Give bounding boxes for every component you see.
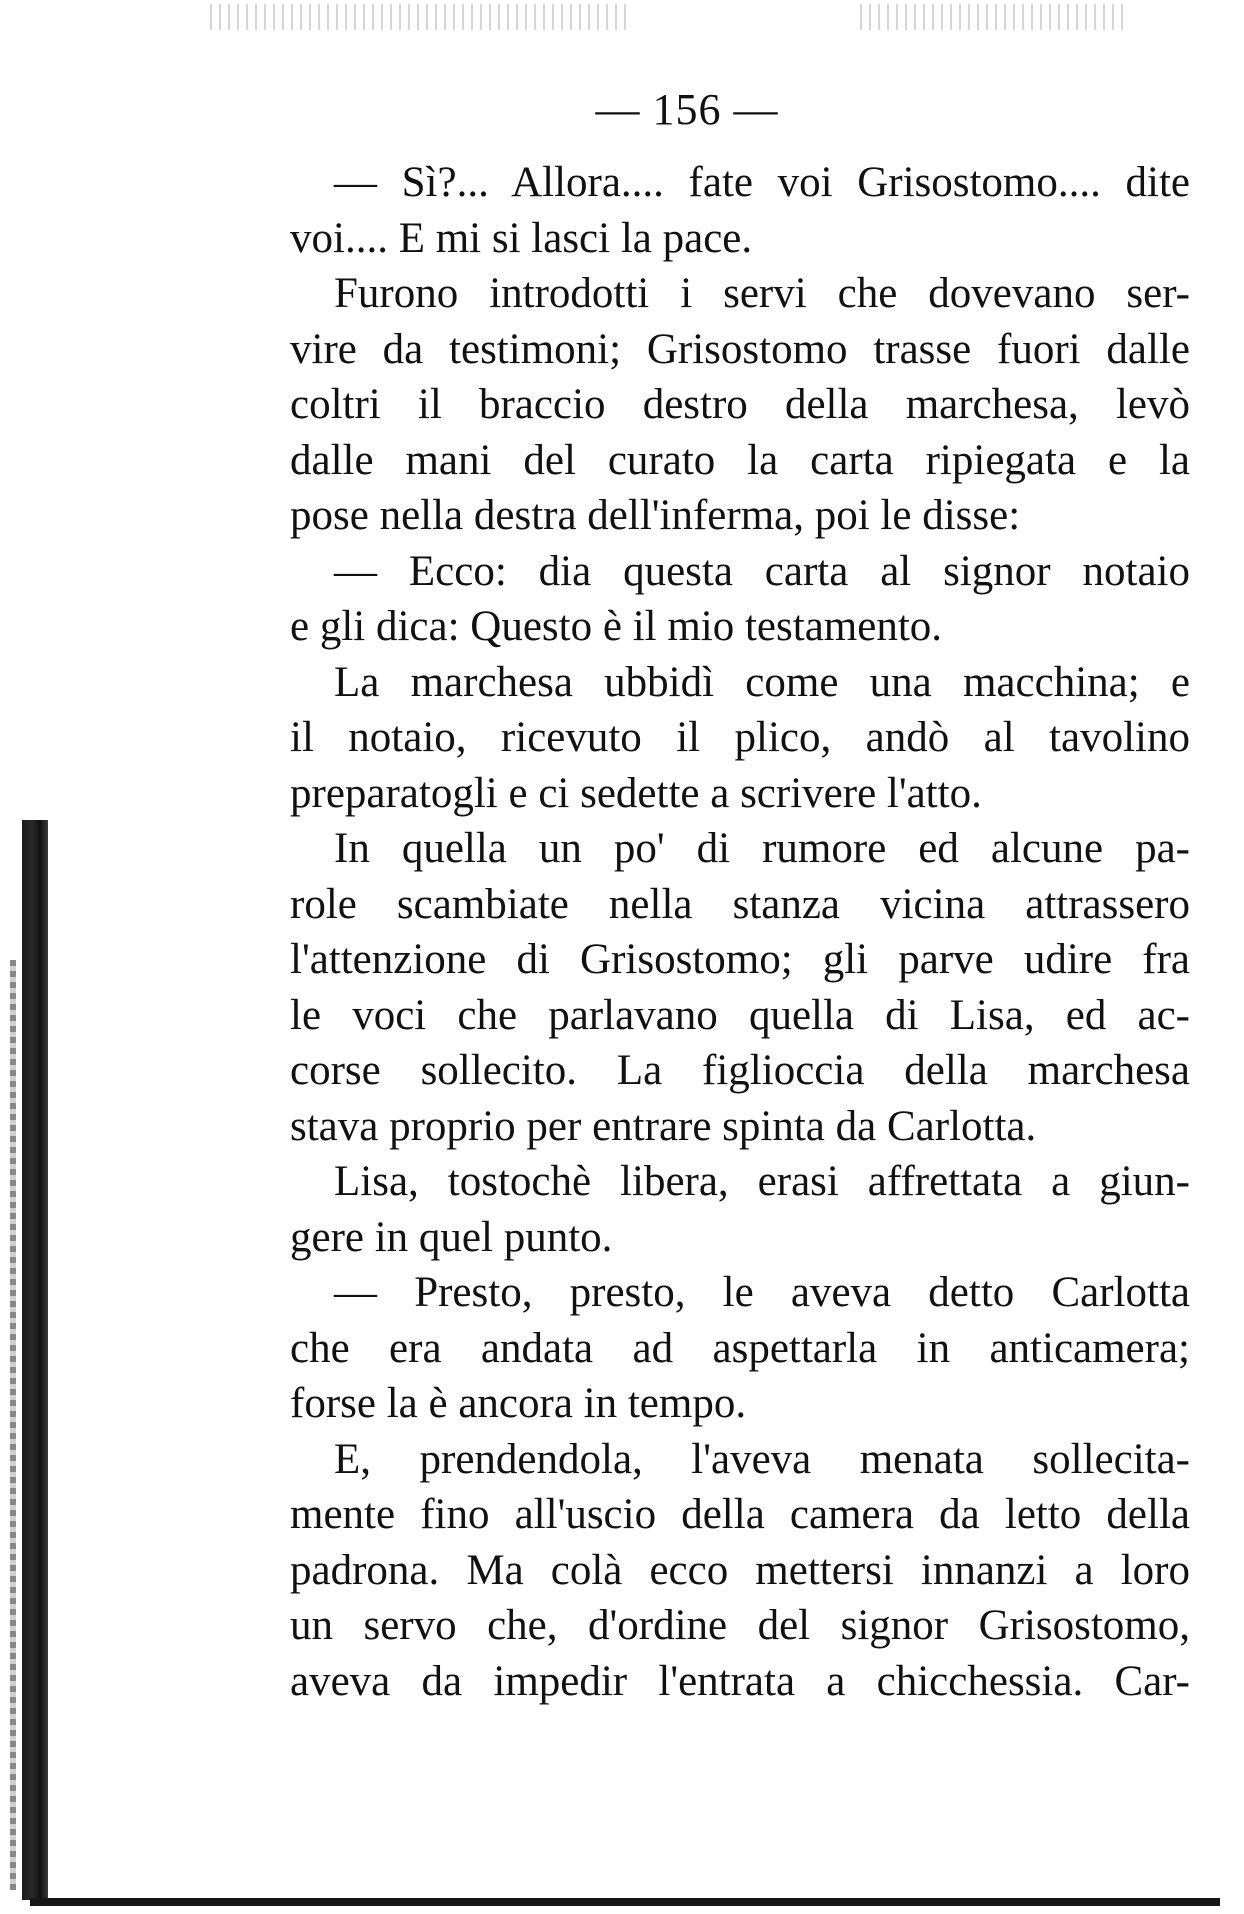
- text-line: gere in quel punto.: [290, 1213, 613, 1261]
- text-line: l'attenzione di Grisostomo; gli parve udire fra: [290, 936, 1190, 983]
- text-line: pose nella destra dell'inferma, poi le disse:: [290, 492, 1021, 539]
- text-line: La marchesa ubbidì come una macchina; e: [334, 658, 1190, 706]
- text-line: — Sì?... Allora.... fate voi Grisostomo.... dite: [334, 159, 1190, 206]
- scan-noise-top-right: [860, 4, 1130, 30]
- scan-noise-top-left: [210, 4, 630, 30]
- text-line: E, prendendola, l'aveva menata sollecita-: [334, 1435, 1190, 1483]
- body-text: [290, 155, 1190, 1709]
- bottom-edge: [30, 1898, 1220, 1906]
- text-line: padrona. Ma colà ecco mettersi innanzi a loro: [290, 1546, 1190, 1594]
- text-line: forse la è ancora in tempo.: [290, 1380, 747, 1427]
- text-line: mente fino all'uscio della camera da letto della: [290, 1491, 1190, 1538]
- text-line: Furono introdotti i servi che dovevano ser-: [334, 270, 1190, 317]
- page-number: — 156 —: [595, 85, 779, 134]
- text-line: e gli dica: Questo è il mio testamento.: [290, 603, 943, 650]
- text-line: role scambiate nella stanza vicina attrassero: [290, 880, 1190, 928]
- text-line: il notaio, ricevuto il plico, andò al tavolino: [290, 714, 1190, 761]
- text-line: vire da testimoni; Grisostomo trasse fuori dalle: [290, 325, 1190, 373]
- binding-edge: [10, 960, 16, 1890]
- text-line: voi.... E mi si lasci la pace.: [290, 214, 753, 262]
- text-line: un servo che, d'ordine del signor Grisostomo,: [290, 1602, 1190, 1649]
- text-line: preparatogli e ci sedette a scrivere l'atto.: [290, 769, 982, 817]
- text-line: — Ecco: dia questa carta al signor notaio: [334, 547, 1190, 595]
- text-line: le voci che parlavano quella di Lisa, ed ac-: [290, 991, 1190, 1039]
- text-line: che era andata ad aspettarla in anticamera;: [290, 1324, 1190, 1372]
- text-line: Lisa, tostochè libera, erasi affrettata a giun-: [334, 1158, 1190, 1205]
- text-line: corse sollecito. La figlioccia della marchesa: [290, 1047, 1190, 1094]
- binding-spine: [22, 820, 48, 1900]
- text-line: In quella un po' di rumore ed alcune pa-: [334, 825, 1190, 872]
- text-line: dalle mani del curato la carta ripiegata e la: [290, 436, 1190, 484]
- text-line: — Presto, presto, le aveva detto Carlotta: [334, 1269, 1190, 1316]
- text-line: stava proprio per entrare spinta da Carlotta.: [290, 1102, 1037, 1150]
- text-line: aveva da impedir l'entrata a chicchessia. Car-: [290, 1657, 1190, 1705]
- text-line: coltri il braccio destro della marchesa, levò: [290, 381, 1190, 428]
